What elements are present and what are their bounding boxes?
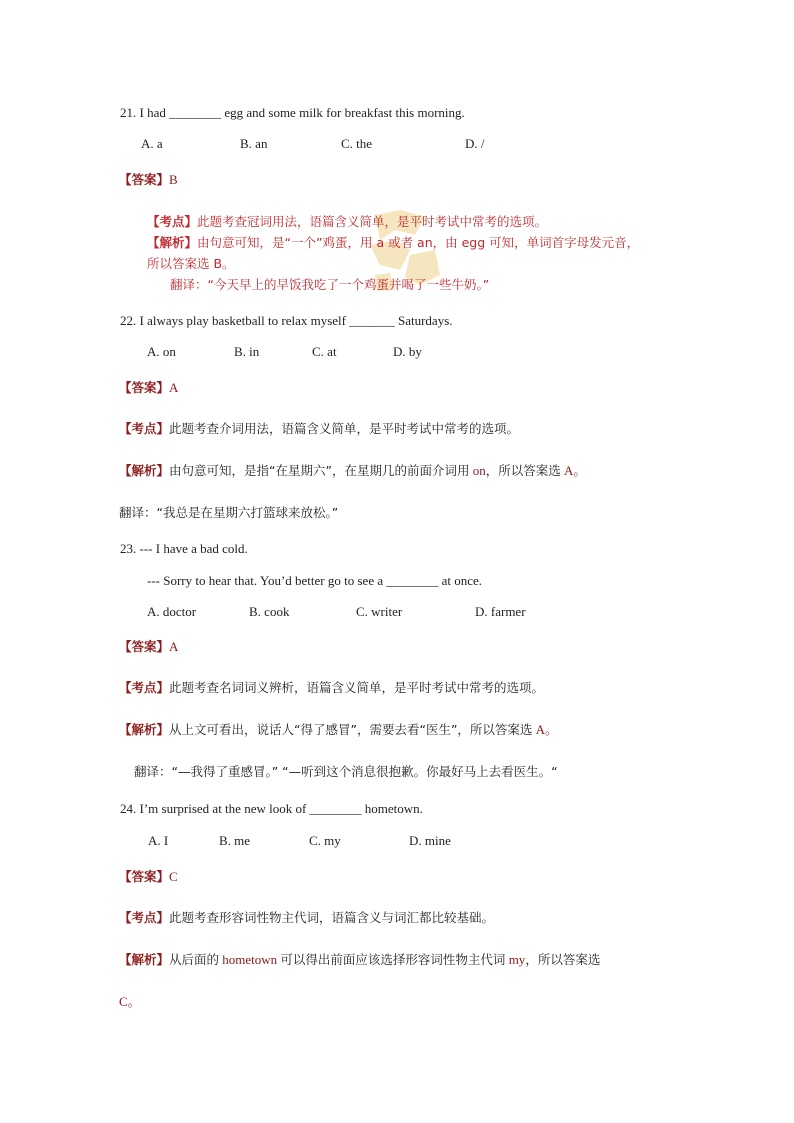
q21-analysis-cont: 所以答案选 B。 (147, 256, 235, 271)
q24-option-c: C. my (309, 833, 341, 848)
analysis-keyword: on (472, 463, 486, 478)
q23-analysis (119, 722, 558, 738)
point-text: 此题考查冠词用法，语篇含义简单，是平时考试中常考的选项。 (197, 214, 548, 229)
q21-option-c: C. the (341, 136, 373, 151)
point-text: 此题考查介词用法，语篇含义简单，是平时考试中常考的选项。 (169, 421, 520, 436)
answer-value: C (169, 869, 178, 884)
point-label: 【考点】 (119, 910, 170, 925)
answer-label: 【答案】 (119, 639, 170, 654)
q21-stem: 21. I had ________ egg and some milk for breakfast this morning. (120, 105, 465, 120)
q21-option-d: D. / (465, 136, 485, 151)
analysis-text: 从后面的 (169, 952, 220, 967)
analysis-text-mid: 可以得出前面应该选择形容词性物主代词 (280, 952, 506, 967)
q24-stem: 24. I’m surprised at the new look of ________ hometown. (120, 801, 423, 816)
point-text: 此题考查形容词性物主代词，语篇含义与词汇都比较基础。 (169, 910, 495, 925)
analysis-keyword-my: my (508, 952, 526, 967)
q24-option-a: A. I (148, 833, 169, 848)
point-label: 【考点】 (119, 421, 170, 436)
q24-option-d: D. mine (409, 833, 451, 848)
q21-point (147, 214, 547, 230)
q23-stem: 23. --- I have a bad cold. (120, 541, 248, 556)
q22-option-c: C. at (312, 344, 337, 359)
q22-point (119, 421, 519, 437)
q24-analysis (119, 952, 600, 968)
analysis-text: 由句意可知，是指“在星期六”，在星期几的前面介词用 (169, 463, 470, 478)
point-label: 【考点】 (147, 214, 198, 229)
q23-translation: 翻译：“—我得了重感冒。” “—听到这个消息很抱歉。你最好马上去看医生。“ (134, 764, 558, 779)
analysis-label: 【解析】 (147, 235, 198, 250)
q21-translation: 翻译：“今天早上的早饭我吃了一个鸡蛋并喝了一些牛奶。” (170, 277, 490, 292)
point-label: 【考点】 (119, 680, 170, 695)
analysis-label: 【解析】 (119, 463, 170, 478)
q21-option-b: B. an (240, 136, 268, 151)
q22-analysis (119, 463, 586, 479)
q22-translation: 翻译：“我总是在星期六打篮球来放松。” (119, 505, 339, 520)
answer-label: 【答案】 (119, 869, 170, 884)
q22-option-b: B. in (234, 344, 260, 359)
q22-option-a: A. on (147, 344, 176, 359)
q23-answer (119, 639, 178, 655)
answer-label: 【答案】 (119, 380, 170, 395)
q22-option-d: D. by (393, 344, 422, 359)
q23-option-c: C. writer (356, 604, 403, 619)
answer-value: B (169, 172, 178, 187)
q22-stem: 22. I always play basketball to relax myself _______ Saturdays. (120, 313, 453, 328)
q23-point (119, 680, 544, 696)
q24-point (119, 910, 494, 926)
answer-value: A (169, 639, 179, 654)
q23-stem-reply: --- Sorry to hear that. You’d better go to see a ________ at once. (147, 573, 483, 588)
answer-value: A (169, 380, 179, 395)
q23-option-b: B. cook (249, 604, 290, 619)
q21-analysis (147, 235, 639, 251)
q24-analysis-answer: C。 (119, 994, 141, 1009)
analysis-label: 【解析】 (119, 952, 170, 967)
analysis-text: 由句意可知，是“一个”鸡蛋，用 a 或者 an，由 egg 可知，单词首字母发元音， (197, 235, 640, 250)
q21-option-a: A. a (141, 136, 163, 151)
analysis-text: 从上文可看出，说话人“得了感冒”，需要去看“医生”，所以答案选 (169, 722, 533, 737)
analysis-answer: A。 (563, 463, 587, 478)
analysis-label: 【解析】 (119, 722, 170, 737)
analysis-keyword-hometown: hometown (222, 952, 278, 967)
q23-option-d: D. farmer (475, 604, 526, 619)
q22-answer (119, 380, 178, 396)
point-text: 此题考查名词词义辨析，语篇含义简单，是平时考试中常考的选项。 (169, 680, 545, 695)
answer-label: 【答案】 (119, 172, 170, 187)
analysis-text-post: ，所以答案选 (525, 952, 601, 967)
analysis-answer: A。 (535, 722, 559, 737)
q24-option-b: B. me (219, 833, 251, 848)
q21-answer (119, 172, 178, 188)
q23-option-a: A. doctor (147, 604, 197, 619)
analysis-text-mid: ，所以答案选 (485, 463, 561, 478)
q24-answer (119, 869, 178, 885)
